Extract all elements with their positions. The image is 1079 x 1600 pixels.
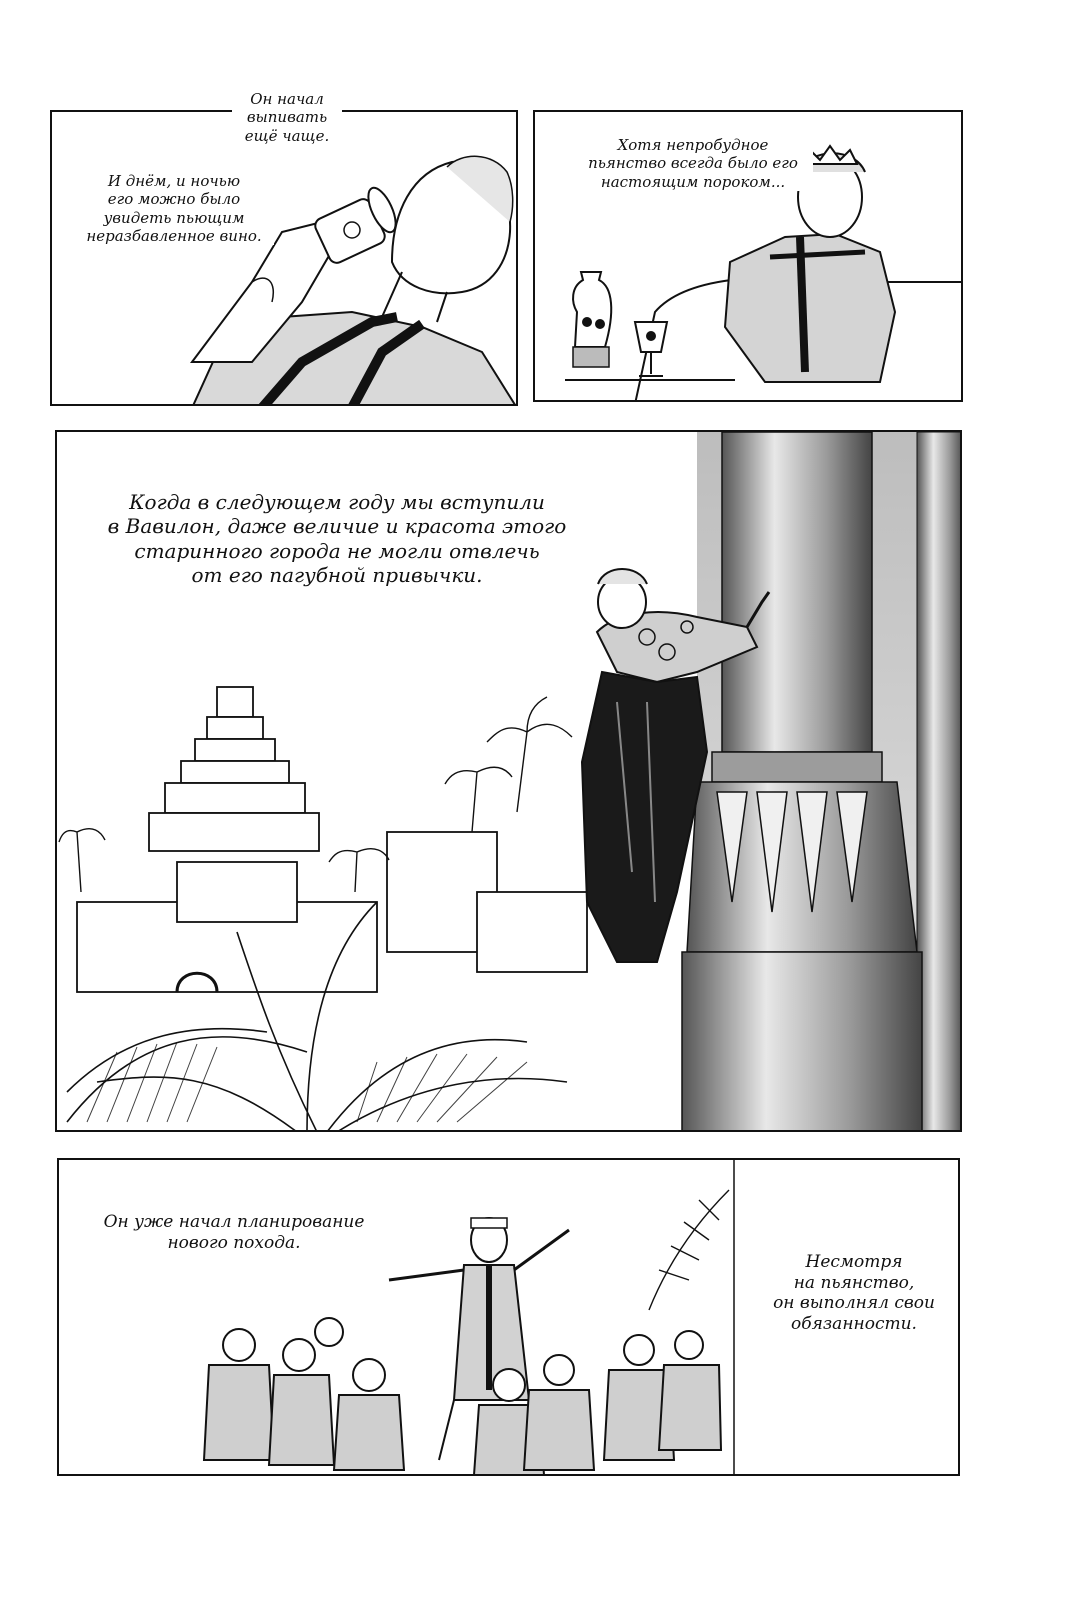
caption-line: от его пагубной привычки. xyxy=(191,563,483,588)
caption-line: его можно было xyxy=(107,190,241,209)
panel-3 xyxy=(55,430,962,1132)
caption-line: Когда в следующем году мы вступили xyxy=(129,490,545,514)
caption-line: выпивать xyxy=(246,108,328,127)
panel-2 xyxy=(533,110,963,402)
panel-4-caption-left xyxy=(89,1212,379,1253)
panel-3-caption xyxy=(87,490,587,588)
caption-line: Несмотря xyxy=(805,1252,903,1272)
caption-line: пьянство всегда было его xyxy=(588,154,798,173)
panel-1-border-break-left xyxy=(200,108,236,110)
panel-4 xyxy=(57,1158,960,1476)
caption-line: Он уже начал планирование xyxy=(103,1212,365,1232)
panel-1-caption-narration xyxy=(74,172,274,245)
caption-line: И днём, и ночью xyxy=(107,172,241,190)
caption-line: настоящим пороком... xyxy=(600,172,786,191)
caption-line: обязанности. xyxy=(791,1314,917,1335)
panel-1-drinking-illustration xyxy=(52,112,518,406)
caption-line: в Вавилон, даже величие и красота этого xyxy=(107,514,567,539)
panel-2-caption xyxy=(573,136,813,191)
caption-line: старинного города не могли отвлечь xyxy=(134,538,540,563)
panel-4-caption-right xyxy=(759,1252,949,1335)
caption-line: ещё чаще. xyxy=(244,126,330,145)
caption-line: нового похода. xyxy=(167,1232,301,1253)
caption-line: неразбавленное вино. xyxy=(86,226,262,245)
panel-1-caption-top xyxy=(232,90,342,145)
caption-line: на пьянство, xyxy=(793,1272,915,1293)
caption-line: увидеть пьющим xyxy=(103,208,245,227)
caption-line: Хотя непробудное xyxy=(617,136,769,154)
caption-line: Он начал xyxy=(250,90,324,108)
panel-1 xyxy=(50,110,518,406)
caption-line: он выполнял свои xyxy=(773,1293,935,1314)
